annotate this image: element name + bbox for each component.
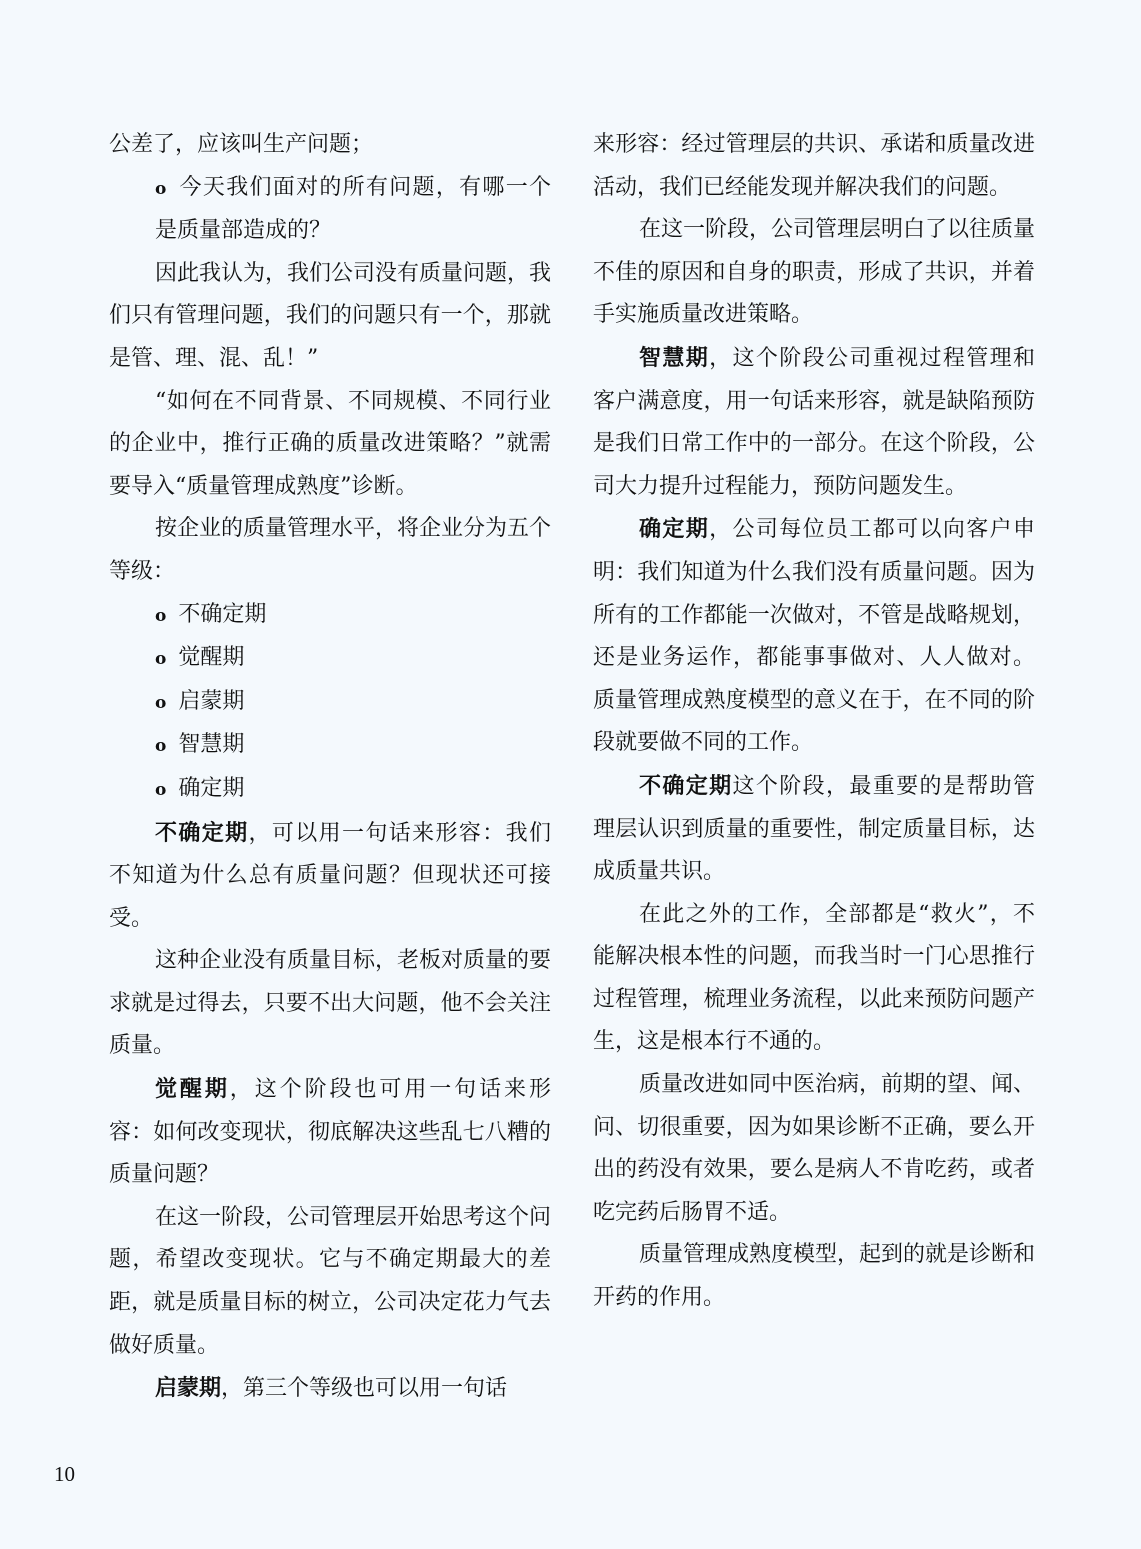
paragraph-text: 觉醒期 xyxy=(178,645,245,671)
paragraph xyxy=(593,508,1035,765)
paragraph-text: 公差了，应该叫生产问题； xyxy=(109,132,374,157)
bullet-mark: o xyxy=(155,779,167,800)
bullet-mark: o xyxy=(155,736,167,757)
paragraph-continued xyxy=(109,124,551,167)
paragraph-text: ，可以用一句话来形容：我们不知道为什么总有质量问题？但现状还可接受。 xyxy=(109,820,551,931)
stage-term: 不确定期 xyxy=(639,772,733,799)
paragraph xyxy=(109,940,551,1068)
paragraph xyxy=(593,894,1035,1064)
bullet-item xyxy=(109,768,551,812)
bullet-mark: o xyxy=(155,178,167,199)
paragraph xyxy=(109,1197,551,1367)
stage-term: 启蒙期 xyxy=(155,1375,222,1402)
paragraph-text: ，这个阶段也可用一句话来形容：如何改变现状，彻底解决这些乱七八糟的质量问题？ xyxy=(109,1077,551,1188)
paragraph-continued xyxy=(593,124,1035,209)
paragraph-text: ，这个阶段公司重视过程管理和客户满意度，用一句话来形容，就是缺陷预防是我们日常工作中的一部分。在这个阶段，公司大力提升过程能力，预防问题发生。 xyxy=(593,345,1035,499)
paragraph-text: ，公司每位员工都可以向客户申明：我们知道为什么我们没有质量问题。因为所有的工作都能一次做对，不管是战略规划，还是业务运作，都能事事做对、人人做对。 质量管理成熟度模型的意义在于，在不同的阶段就要做不同的工作。 xyxy=(593,517,1035,756)
paragraph xyxy=(593,209,1035,337)
paragraph xyxy=(109,381,551,509)
paragraph xyxy=(109,1068,551,1197)
bullet-mark: o xyxy=(155,692,167,713)
paragraph xyxy=(593,1234,1035,1319)
paragraph-text: 确定期 xyxy=(178,775,245,801)
paragraph-text: 质量改进如同中医治病，前期的望、闻、问、切很重要，因为如果诊断不正确，要么开出的药没有效果，要么是病人不肯吃药，或者吃完药后肠胃不适。 xyxy=(593,1072,1036,1225)
paragraph-text: 这个阶段，最重要的是帮助管理层认识到质量的重要性，制定质量目标，达成质量共识。 xyxy=(593,773,1035,885)
paragraph-text: 启蒙期 xyxy=(178,688,245,714)
paragraph-text: 这种企业没有质量目标，老板对质量的要求就是过得去，只要不出大问题，他不会关注质量。 xyxy=(109,948,552,1059)
stage-term: 觉醒期 xyxy=(155,1076,230,1103)
paragraph xyxy=(109,508,551,593)
stage-term: 不确定期 xyxy=(155,819,249,846)
right-column xyxy=(593,124,1035,1320)
paragraph-text: 今天我们面对的所有问题，有哪一个是质量部造成的？ xyxy=(155,174,551,244)
paragraph-text: 在这一阶段，公司管理层开始思考这个问题，希望改变现状。它与不确定期最大的差距，就是质量目标的树立，公司决定花力气去做好质量。 xyxy=(109,1204,552,1358)
left-column xyxy=(109,124,551,1411)
paragraph-text: 智慧期 xyxy=(178,732,245,758)
bullet-item xyxy=(109,167,551,253)
paragraph-text: 在这一阶段，公司管理层明白了以往质量不佳的原因和自身的职责，形成了共识，并着手实施质量改进策略。 xyxy=(593,217,1036,328)
paragraph-text: 按企业的质量管理水平，将企业分为五个等级： xyxy=(109,516,552,584)
paragraph-text: ，第三个等级也可以用一句话 xyxy=(221,1376,508,1402)
bullet-item xyxy=(109,724,551,768)
bullet-mark: o xyxy=(155,649,167,670)
bullet-item xyxy=(109,637,551,681)
paragraph xyxy=(593,337,1035,508)
page-number: 10 xyxy=(54,1462,75,1486)
paragraph xyxy=(593,765,1035,894)
paragraph-text: 在此之外的工作，全部都是“救火”，不能解决根本性的问题，而我当时一门心思推行过程管理，梳理业务流程，以此来预防问题产生，这是根本行不通的。 xyxy=(593,901,1035,1055)
paragraph-text: 因此我认为，我们公司没有质量问题，我们只有管理问题，我们的问题只有一个，那就是管、理、混、乱！” xyxy=(109,260,552,371)
bullet-mark: o xyxy=(155,605,167,626)
bullet-item xyxy=(109,681,551,725)
bullet-item xyxy=(109,594,551,638)
paragraph-text: “如何在不同背景、不同规模、不同行业的企业中，推行正确的质量改进策略？”就需要导入“质量管理成熟度”诊断。 xyxy=(109,388,551,499)
paragraph-text: 质量管理成熟度模型，起到的就是诊断和开药的作用。 xyxy=(593,1242,1036,1311)
paragraph xyxy=(109,1367,551,1411)
stage-term: 确定期 xyxy=(639,516,710,543)
stage-term: 智慧期 xyxy=(639,344,710,371)
paragraph-text: 来形容：经过管理层的共识、承诺和质量改进活动，我们已经能发现并解决我们的问题。 xyxy=(593,132,1035,200)
paragraph xyxy=(593,1064,1035,1234)
paragraph-text: 不确定期 xyxy=(178,601,267,627)
paragraph xyxy=(109,253,551,381)
paragraph xyxy=(109,812,551,941)
